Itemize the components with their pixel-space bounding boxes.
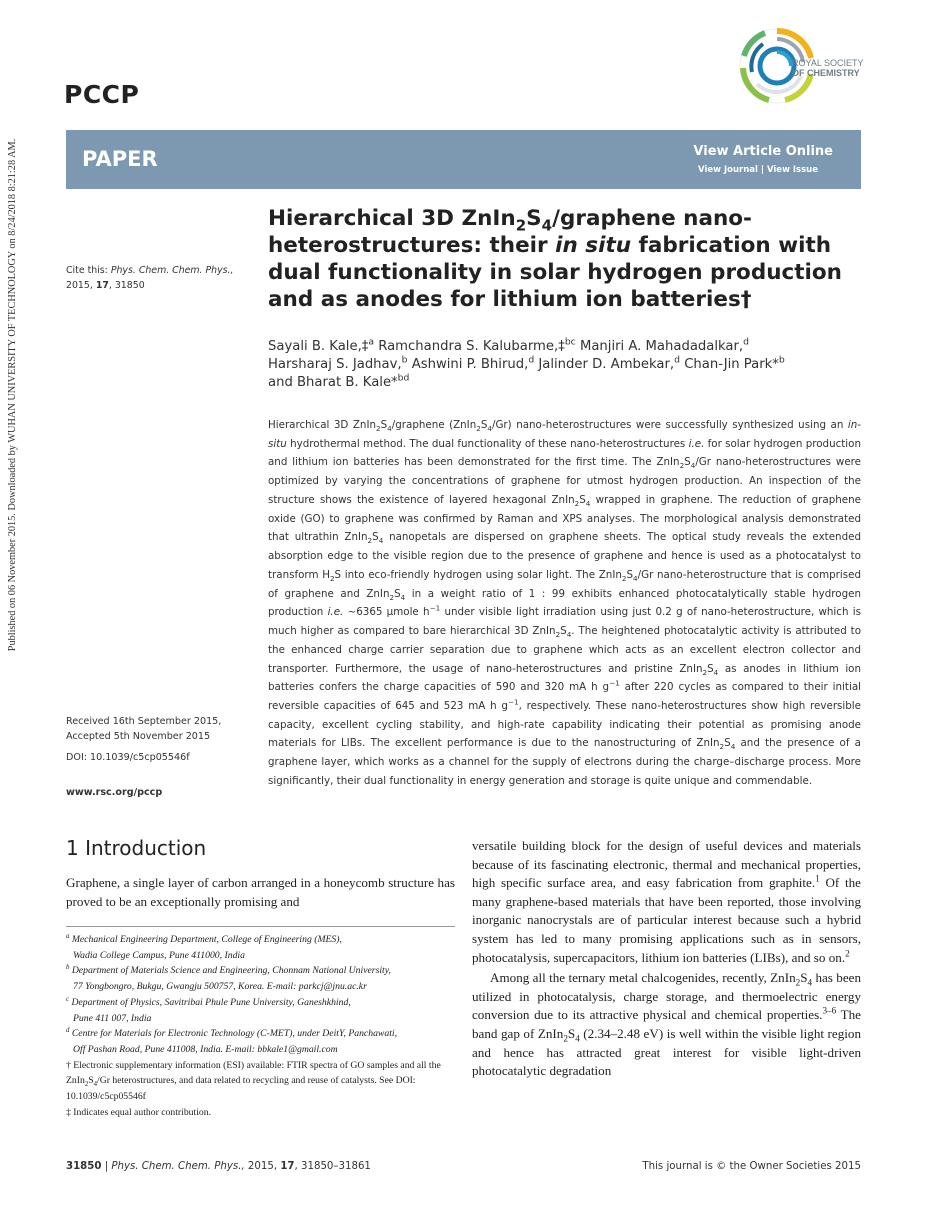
view-links — [698, 165, 818, 175]
journal-website-link[interactable]: www.rsc.org/pccp — [66, 787, 163, 798]
citation-block — [66, 263, 256, 293]
view-article-online-link[interactable]: View Article Online — [693, 144, 833, 159]
footnote-a: $^a$ Mechanical Engineering Department, College of Engineering (MES), Wadia College Campus, Pune 411000, India — [66, 932, 342, 961]
rsc-logo[interactable] — [735, 22, 865, 114]
intro-paragraph-2: Among all the ternary metal chalcogenides, recently, $ZnIn_2S_4$ has been utilized in photocatalysis, charge storage, and thermoelectric energy conversion due to its attractive physical and chemical properties.$^{3-6}$ The band gap of $ZnIn_2S_4$ (2.34–2.48 eV) is well within the visible light region and hence has attracted great interest for visible light-driven photocatalytic degradation — [472, 970, 861, 1079]
footnote-b: $^b$ Department of Materials Science and Engineering, Chonnam National University, 77 Yongbongro, Bukgu, Gwangju 500757, Korea. E-mail: parkcj@jnu.ac.kr — [66, 964, 391, 993]
cite-journal: Phys. Chem. Chem. Phys., — [110, 265, 234, 276]
footnote-esi: † Electronic supplementary information (ESI) available: FTIR spectra of GO samples and all the $ZnIn_2S_4/Gr$ heterostructures, and data related to recycling and reuse of catalysts. See DOI: 10.1039/c5cp05546f — [66, 1059, 441, 1103]
download-note: Published on 06 November 2015. Downloaded by WUHAN UNIVERSITY OF TECHNOLOGY on 8/24/2018 8:21:28 AM. — [7, 138, 18, 652]
abstract: Hierarchical 3D $ZnIn_2S_4$/graphene $(ZnIn_2S_4/Gr)$ nano-heterostructures were successfully synthesized using an in-situ hydrothermal method. The dual functionality of these nano-heterostructures i.e. for solar hydrogen production and lithium ion batteries has been demonstrated for the first time. The $ZnIn_2S_4/Gr$ nano-heterostructures were optimized by varying the concentrations of graphene for utmost hydrogen production. An inspection of the structure shows the existence of layered hexagonal $ZnIn_2S_4$ wrapped in graphene. The reduction of graphene oxide (GO) to graphene was confirmed by Raman and XPS analyses. The morphological analysis demonstrated that ultrathin $ZnIn_2S_4$ nanopetals are dispersed on graphene sheets. The optical study reveals the extended absorption edge to the visible region due to the presence of graphene and hence is used as a photocatalyst to transform $H_2S$ into eco-friendly hydrogen using solar light. The $ZnIn_2S_4/Gr$ nano-heterostructure that is comprised of graphene and $ZnIn_2S_4$ in a weight ratio of 1 : 99 exhibits enhanced photocatalytically stable hydrogen production i.e. ∼6365 μmole $h^{-1}$ under visible light irradiation using just 0.2 g of nano-heterostructure, which is much higher as compared to bare hierarchical 3D $ZnIn_2S_4$. The heightened photocatalytic activity is attributed to the enhanced charge carrier separation due to graphene which acts as an excellent electron collector and transporter. Furthermore, the usage of nano-heterostructures and pristine $ZnIn_2S_4$ as anodes in lithium ion batteries confers the charge capacities of 590 and 320 mA h $g^{-1}$ after 220 cycles as compared to their initial reversible capacities of 645 and 523 mA h $g^{-1}$, respectively. These nano-heterostructures show high reversible capacity, excellent cycling stability, and high-rate capability indicating their potential as promising anode materials for LIBs. The excellent performance is due to the nanostructuring of $ZnIn_2S_4$ and the presence of a graphene layer, which works as a channel for the supply of electrons during the charge–discharge process. More significantly, their dual functionality in energy generation and storage is quite unique and commendable. — [268, 419, 862, 787]
cite-label: Cite this: — [66, 265, 111, 276]
cite-volume: 17 — [95, 280, 109, 291]
footer-copyright: This journal is © the Owner Societies 2015 — [642, 1161, 861, 1172]
footnote-equal-contribution: ‡ Indicates equal author contribution. — [66, 1106, 212, 1118]
view-journal-link[interactable]: View Journal — [698, 165, 758, 175]
cite-year: 2015, — [66, 280, 96, 291]
doi[interactable]: DOI: 10.1039/c5cp05546f — [66, 752, 190, 763]
ref-link[interactable]: 3–6 — [822, 1005, 837, 1016]
logo-text-2: OF CHEMISTRY — [792, 68, 860, 78]
link-separator: | — [760, 165, 764, 175]
logo-text-1: ROYAL SOCIETY — [792, 58, 864, 68]
affiliation-footnotes — [66, 932, 455, 1120]
footer-citation: 31850 | Phys. Chem. Chem. Phys., 2015, 17, 31850–31861 — [66, 1161, 371, 1172]
rsc-logo-icon — [735, 22, 865, 114]
article-type-label: PAPER — [82, 147, 158, 171]
article-type-banner — [66, 130, 861, 189]
view-issue-link[interactable]: View Issue — [766, 165, 818, 175]
author-list: Sayali B. Kale,‡$^a$ Ramchandra S. Kalubarme,‡$^{bc}$ Manjiri A. Mahadadalkar,$^d$ Harsharaj S. Jadhav,$^b$ Ashwini P. Bhirud,$^d$ Jalinder D. Ambekar,$^d$ Chan-Jin Park*$^b$ and Bharat B. Kale*$^{bd}$ — [268, 336, 785, 390]
right-column-text — [472, 837, 861, 1081]
footnote-d: $^d$ Centre for Materials for Electronic Technology (C-MET), under DeitY, Panchawati, Off Pashan Road, Pune 411008, India. E-mail: bbkale1@gmail.com — [66, 1026, 398, 1055]
received-dates: Received 16th September 2015, Accepted 5th November 2015 — [66, 716, 222, 742]
esi-dagger[interactable]: † — [740, 287, 752, 312]
paper-title: Hierarchical 3D $ZnIn_2S_4$/graphene nano-heterostructures: their in situ fabrication with dual functionality in solar hydrogen production and as anodes for lithium ion batteries† — [268, 206, 842, 312]
cite-pages: , 31850 — [108, 280, 145, 291]
ref-link[interactable]: 2 — [845, 948, 850, 959]
journal-name: PCCP — [64, 80, 140, 109]
ref-link[interactable]: 1 — [815, 873, 820, 884]
footnote-divider — [66, 926, 455, 927]
section-heading-introduction: 1 Introduction — [66, 836, 207, 860]
intro-paragraph-1: Graphene, a single layer of carbon arranged in a honeycomb structure has proved to be an exceptionally promising and — [66, 875, 455, 909]
footnote-c: $^c$ Department of Physics, Savitribai Phule Pune University, Ganeshkhind, Pune 411 007, India — [66, 995, 351, 1024]
intro-paragraph-1-cont: versatile building block for the design of useful devices and materials because of its fascinating electronic, thermal and mechanical properties, high specific surface area, and easy fabrication from graphite.$^1$ Of the many graphene-based materials that have been reported, those involving inorganic nanocrystals are of particular interest because such a hybrid system has led to many promising applications such as in sensors, photocatalysis, supercapacitors, lithium ion batteries (LIBs), and so on.$^2$ — [472, 838, 861, 965]
